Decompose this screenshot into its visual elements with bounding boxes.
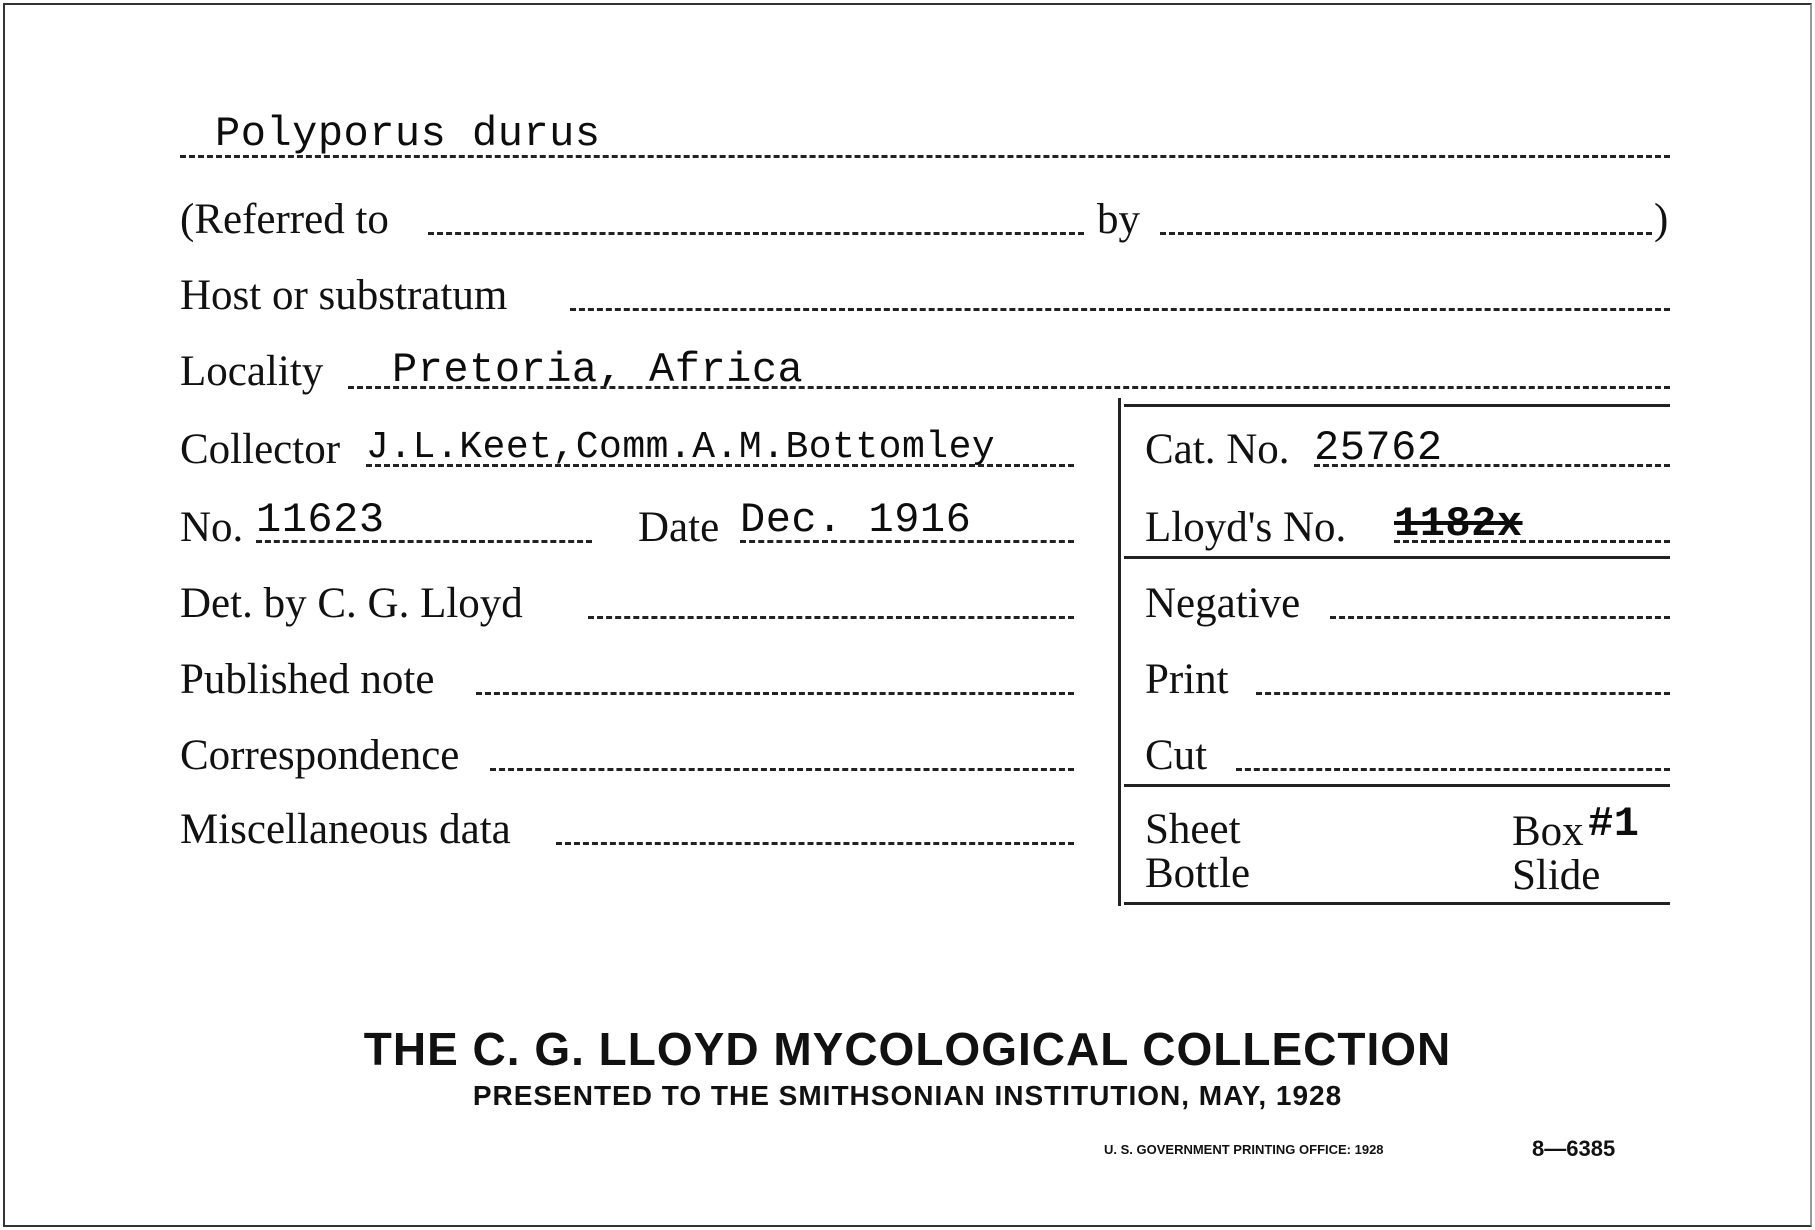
cut-line [1236,768,1670,771]
cat-no-label: Cat. No. [1145,426,1290,473]
collector-label: Collector [180,426,341,473]
referred-to-line [428,232,1084,235]
published-note-label: Published note [180,656,435,703]
box-label: Box [1512,808,1584,855]
locality-value: Pretoria, Africa [392,346,804,394]
det-by-label: Det. by C. G. Lloyd [180,580,523,627]
date-label: Date [638,504,720,551]
form-number: 8—6385 [1532,1136,1616,1161]
cut-label: Cut [1145,732,1208,779]
correspondence-line [490,768,1074,771]
bottle-label: Bottle [1145,850,1251,897]
host-line [570,308,1670,311]
slide-label: Slide [1512,852,1601,899]
date-line [740,540,1074,543]
collection-subtitle: PRESENTED TO THE SMITHSONIAN INSTITUTION, MAY, 1928 [472,1080,1343,1111]
referred-to-label: (Referred to [180,196,389,243]
no-line [256,540,592,543]
right-box-divider [1118,398,1121,906]
lloyds-no-value: 1182x [1394,500,1523,548]
published-note-line [476,692,1074,695]
cat-no-line [1314,464,1670,467]
right-box-rule-1 [1124,556,1670,559]
sheet-label: Sheet [1145,806,1241,853]
close-paren: ) [1654,196,1669,243]
collector-value: J.L.Keet,Comm.A.M.Bottomley [366,426,996,469]
species-name: Polyporus durus [215,110,601,158]
misc-data-line [556,842,1074,845]
cat-no-value: 25762 [1314,424,1443,472]
date-value: Dec. 1916 [740,496,972,544]
det-by-line [588,616,1074,619]
collector-line [366,464,1074,467]
locality-line [348,386,1670,389]
right-box-top-rule [1124,404,1670,407]
no-label: No. [180,504,244,551]
lloyds-no-line [1394,540,1670,543]
species-line [180,155,1670,158]
right-box-rule-2 [1124,784,1670,787]
negative-label: Negative [1145,580,1301,627]
locality-label: Locality [180,348,324,395]
by-label: by [1097,196,1140,243]
printing-office-note: U. S. GOVERNMENT PRINTING OFFICE: 1928 [1104,1142,1384,1157]
by-line [1160,232,1652,235]
lloyds-no-label: Lloyd's No. [1145,504,1347,551]
right-box-bottom-rule [1124,902,1670,905]
print-line [1256,692,1670,695]
misc-data-label: Miscellaneous data [180,806,511,853]
host-label: Host or substratum [180,272,508,319]
print-label: Print [1145,656,1229,703]
negative-line [1330,616,1670,619]
correspondence-label: Correspondence [180,732,460,779]
box-value: #1 [1588,800,1640,848]
no-value: 11623 [256,496,385,544]
collection-title: THE C. G. LLOYD MYCOLOGICAL COLLECTION [363,1023,1452,1075]
